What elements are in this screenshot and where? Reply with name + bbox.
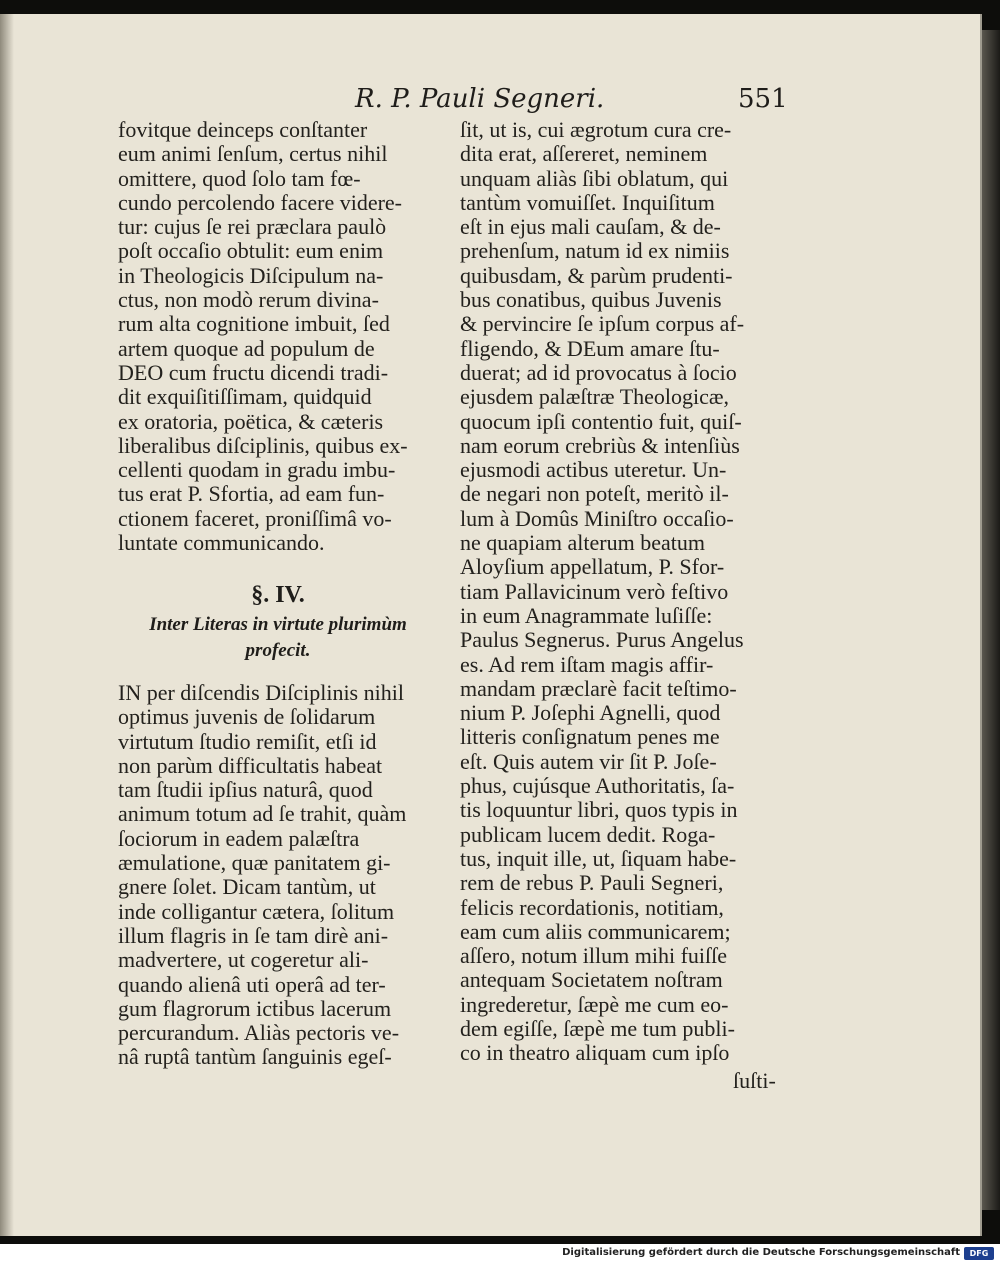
text-line: omittere, quod ſolo tam fœ- [118, 166, 361, 191]
text-line: tantùm vomuiſſet. Inquiſitum [460, 190, 715, 215]
text-line: virtutum ſtudio remiſit, etſi id [118, 729, 377, 754]
text-line: quibusdam, & parùm prudenti- [460, 263, 733, 288]
text-line: in eum Anagrammate luſiſſe: [460, 603, 713, 628]
text-line: eſt. Quis autem vir ſit P. Joſe- [460, 749, 717, 774]
text-line: DEO cum fructu dicendi tradi- [118, 360, 389, 385]
footer-bar [0, 1244, 1000, 1264]
spine-shadow [0, 14, 14, 1236]
text-line: tus erat P. Sfortia, ad eam fun- [118, 482, 385, 507]
section-subtitle-line: Inter Literas in virtute plurimùm [149, 614, 407, 635]
text-line: tus, inquit ille, ut, ſiquam habe- [460, 846, 737, 871]
running-head [0, 84, 980, 120]
text-line: aſſero, notum illum mihi fuiſſe [460, 944, 728, 969]
text-line: tam ſtudii ipſius naturâ, quod [118, 778, 373, 803]
dfg-logo: DFG [964, 1247, 994, 1260]
text-line: ſit, ut is, cui ægrotum cura cre- [460, 118, 732, 142]
text-line: fligendo, & DEum amare ſtu- [460, 336, 720, 361]
catchword: ſuſti- [733, 1068, 776, 1093]
text-line: ingrederetur, ſæpè me cum eo- [460, 992, 729, 1017]
text-line: ne quapiam alterum beatum [460, 531, 705, 556]
text-line: ctionem faceret, proniſſimâ vo- [118, 506, 392, 531]
text-line: ctus, non modò rerum divina- [118, 288, 379, 313]
text-line: quando alienâ uti operâ ad ter- [118, 972, 386, 997]
text-line: gnere ſolet. Dicam tantùm, ut [118, 875, 376, 900]
text-line: dit exquiſitiſſimam, quidquid [118, 385, 372, 410]
text-line: prehenſum, natum id ex nimiis [460, 239, 730, 264]
left-column-bottom [118, 681, 438, 1070]
text-line: eum animi ſenſum, certus nihil [118, 142, 388, 167]
text-line: ejusmodi actibus uteretur. Un- [460, 458, 727, 483]
text-line: publicam lucem dedit. Roga- [460, 822, 716, 847]
text-line: cundo percolendo facere videre- [118, 190, 403, 215]
footer-credit: Digitalisierung gefördert durch die Deutsche Forschungsgemeinschaft [562, 1247, 960, 1258]
text-line: luntate communicando. [118, 531, 325, 556]
text-line: Paulus Segnerus. Purus Angelus [460, 628, 744, 653]
left-column-top [118, 118, 438, 555]
book-edge [982, 30, 1000, 1210]
text-line: rem de rebus P. Pauli Segneri, [460, 871, 724, 896]
text-line: optimus juvenis de ſolidarum [118, 705, 376, 730]
text-line: tur: cujus ſe rei præclara paulò [118, 215, 387, 240]
text-line: antequam Societatem noſtram [460, 968, 723, 993]
text-line: dita erat, aſſereret, neminem [460, 142, 708, 167]
text-line: & pervincire ſe ipſum corpus af- [460, 312, 745, 337]
page-number: 551 [738, 84, 788, 114]
text-line: animum totum ad ſe trahit, quàm [118, 802, 407, 827]
text-line: inde colligantur cætera, ſolitum [118, 899, 395, 924]
text-line: phus, cujúsque Authoritatis, ſa- [460, 774, 735, 799]
text-line: nam eorum crebriùs & intenſiùs [460, 433, 740, 458]
text-line: artem quoque ad populum de [118, 336, 375, 361]
section-heading: §. IV. [251, 582, 305, 608]
text-line: illum flagris in ſe tam dirè ani- [118, 923, 389, 948]
text-line: nium P. Joſephi Agnelli, quod [460, 701, 721, 726]
text-line: quocum ipſi contentio fuit, quiſ- [460, 409, 742, 434]
text-line: felicis recordationis, notitiam, [460, 895, 724, 920]
text-line: percurandum. Aliàs pectoris ve- [118, 1021, 400, 1046]
text-line: duerat; ad id provocatus à ſocio [460, 360, 737, 385]
text-line: ex oratoria, poëtica, & cæteris [118, 409, 384, 434]
text-line: madvertere, ut cogeretur ali- [118, 948, 369, 973]
right-column [460, 118, 782, 1066]
text-line: lum à Domûs Miniſtro occaſio- [460, 506, 734, 531]
text-line: litteris conſignatum penes me [460, 725, 720, 750]
text-line: rum alta cognitione imbuit, ſed [118, 312, 390, 337]
text-line: eam cum aliis communicarem; [460, 919, 731, 944]
text-line: liberalibus diſciplinis, quibus ex- [118, 433, 408, 458]
text-line: dem egiſſe, ſæpè me tum publi- [460, 1016, 735, 1041]
text-line: non parùm difficultatis habeat [118, 753, 383, 778]
text-line: mandam præclarè facit teſtimo- [460, 676, 737, 701]
text-line: IN per diſcendis Diſciplinis nihil [118, 681, 404, 705]
section-subtitle-line: profecit. [245, 640, 311, 661]
text-line: eſt in ejus mali cauſam, & de- [460, 215, 721, 240]
text-line: de negari non poteſt, meritò il- [460, 482, 729, 507]
text-line: unquam aliàs ſibi oblatum, qui [460, 166, 729, 191]
text-line: poſt occaſio obtulit: eum enim [118, 239, 384, 264]
text-line: bus conatibus, quibus Juvenis [460, 288, 722, 313]
text-line: ejusdem palæſtræ Theologicæ, [460, 385, 730, 410]
text-line: tis loquuntur libri, quos typis in [460, 798, 738, 823]
section-subtitle [118, 612, 438, 664]
text-line: co in theatro aliquam cum ipſo [460, 1041, 730, 1066]
text-line: fovitque deinceps conſtanter [118, 118, 368, 142]
text-line: ſociorum in eadem palæſtra [118, 826, 360, 851]
text-line: in Theologicis Diſcipulum na- [118, 263, 384, 288]
text-line: tiam Pallavicinum verò feſtivo [460, 579, 729, 604]
text-line: nâ ruptâ tantùm ſanguinis egeſ- [118, 1045, 392, 1070]
text-line: æmulatione, quæ panitatem gi- [118, 851, 391, 876]
text-line: cellenti quodam in gradu imbu- [118, 458, 396, 483]
text-line: Aloyſium appellatum, P. Sfor- [460, 555, 725, 580]
text-line: gum flagrorum ictibus lacerum [118, 996, 392, 1021]
running-head-title: R. P. Pauli Segneri. [355, 84, 605, 114]
text-line: es. Ad rem iſtam magis affir- [460, 652, 714, 677]
